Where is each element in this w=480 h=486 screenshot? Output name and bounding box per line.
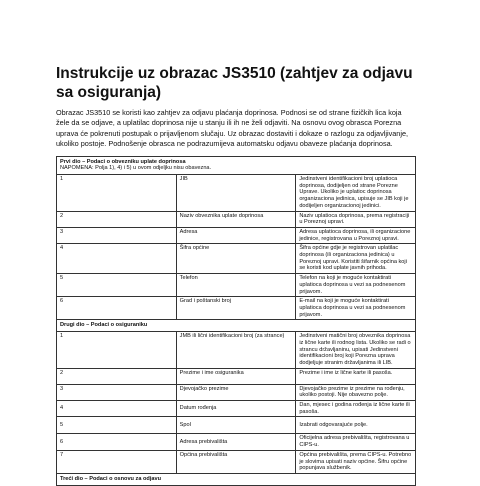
- row-number: 7: [57, 450, 177, 473]
- row-number: 4: [57, 401, 177, 417]
- field-label: JIB: [176, 175, 296, 212]
- page-title: Instrukcije uz obrazac JS3510 (zahtjev za odjavu sa osiguranja): [56, 65, 413, 101]
- field-description: E-mail na koji je moguće kontaktirati uplatioca doprinosa u vezi sa podnesenom prijavom.: [296, 297, 416, 320]
- table-row: [57, 417, 416, 434]
- field-description: Telefon na koji je moguće kontaktirati uplatioca doprinosa u vezi sa podnesenom prijavom.: [296, 274, 416, 297]
- table-row: [57, 274, 416, 297]
- section-title: Drugi dio – Podaci o osiguraniku: [57, 320, 416, 332]
- table-row: [57, 244, 416, 274]
- field-label: Datum rođenja: [176, 401, 296, 417]
- table-row: [57, 227, 416, 243]
- table-row: [57, 297, 416, 320]
- field-description: Izabrati odgovarajuće polje.: [296, 417, 416, 434]
- row-number: 3: [57, 227, 177, 243]
- field-label: Adresa: [176, 227, 296, 243]
- field-description: Šifra općine gdje je registrovan uplatilac doprinosa (ili organizaciona jedinica) u Poreznoj upravi. Koristiti šifarnik općina koji se koristi kod uplate javnih prihoda.: [296, 244, 416, 274]
- field-description: Dan, mjesec i godina rođenja iz lične karte ili pasoša.: [296, 401, 416, 417]
- table-row: [57, 434, 416, 450]
- field-description: Oficijelna adresa prebivališta, registrovana u CIPS-u.: [296, 434, 416, 450]
- row-number: 4: [57, 244, 177, 274]
- field-label: Općina prebivališta: [176, 450, 296, 473]
- row-number: 1: [57, 175, 177, 212]
- field-label: Naziv obveznika uplate doprinosa: [176, 211, 296, 227]
- field-label: JMB ili lični identifikacioni broj (za strance): [176, 332, 296, 369]
- field-label: Telefon: [176, 274, 296, 297]
- table-row: [57, 368, 416, 384]
- field-label: Grad i poštanski broj: [176, 297, 296, 320]
- section-header-part2: [57, 320, 416, 332]
- table-row: [57, 384, 416, 400]
- row-number: 5: [57, 417, 177, 434]
- field-description: Adresa uplatioca doprinosa, ili organizacione jedinice, registrovana u Poreznoj upravi.: [296, 227, 416, 243]
- table-row: [57, 175, 416, 212]
- field-label: Adresa prebivališta: [176, 434, 296, 450]
- row-number: 5: [57, 274, 177, 297]
- section-header-part1: [57, 156, 416, 174]
- section-title: Treći dio – Podaci o osnovu za odjavu: [57, 473, 416, 485]
- row-number: 2: [57, 368, 177, 384]
- row-number: 6: [57, 434, 177, 450]
- table-row: [57, 332, 416, 369]
- section-header-part3: [57, 473, 416, 485]
- section-title: Prvi dio – Podaci o obvezniku uplate doprinosa: [60, 158, 186, 165]
- field-description: Jedinstveni matični broj obveznika doprinosa iz lične karte ili rodnog lista. Ukoliko se radi o strancu državljaninu, upisati Jedinstveni identifikacioni broj koji Porezna uprava dodjeljuje stranim državljanima ili LIB.: [296, 332, 416, 369]
- table-row: [57, 401, 416, 417]
- field-label: Spol: [176, 417, 296, 434]
- section-note: NAPOMENA: Polja 1), 4) i 5) u ovom odjeljku nisu obavezna.: [60, 165, 212, 172]
- row-number: 1: [57, 332, 177, 369]
- field-description: Jedinstveni identifikacioni broj uplatioca doprinosa, dodijeljen od strane Porezne Uprave. Ukoliko je uplatioc doprinosa organizaciona jedinica, upisuje se JIB koji je dodijeljen organizacionoj jedinici.: [296, 175, 416, 212]
- field-label: Prezime i ime osiguranika: [176, 368, 296, 384]
- instructions-table: [56, 156, 416, 486]
- table-row: [57, 211, 416, 227]
- field-description: Naziv uplatioca doprinosa, prema registraciji u Poreznoj upravi.: [296, 211, 416, 227]
- field-label: Djevojačko prezime: [176, 384, 296, 400]
- table-row: [57, 450, 416, 473]
- field-description: Općina prebivališta, prema CIPS-u. Potrebno je slovima upisati naziv općine. Šifru općine popunjava službenik.: [296, 450, 416, 473]
- intro-paragraph: Obrazac JS3510 se koristi kao zahtjev za odjavu plaćanja doprinosa. Podnosi se od strane fizičkih lica koja žele da se odjave, a uplatilac doprinosa nije u stanju ili ih ne želi odjaviti. Na osnovu ovog obrasca Porezna uprava će pokrenuti postupak o prijavljenom slučaju. Uz obrazac dostaviti i dokaze o razlogu za odjavljivanje, ukoliko postoje. Podnošenje obrasca ne podrazumijeva automatsku odjavu obaveze plaćanja doprinosa.: [56, 108, 409, 149]
- field-description: Prezime i ime iz lične karte ili pasoša.: [296, 368, 416, 384]
- field-label: Šifra općine: [176, 244, 296, 274]
- field-description: Djevojačko prezime iz prezime na rođenju, ukoliko postoji. Nije obavezno polje.: [296, 384, 416, 400]
- document-page: [56, 64, 416, 486]
- row-number: 3: [57, 384, 177, 400]
- row-number: 6: [57, 297, 177, 320]
- row-number: 2: [57, 211, 177, 227]
